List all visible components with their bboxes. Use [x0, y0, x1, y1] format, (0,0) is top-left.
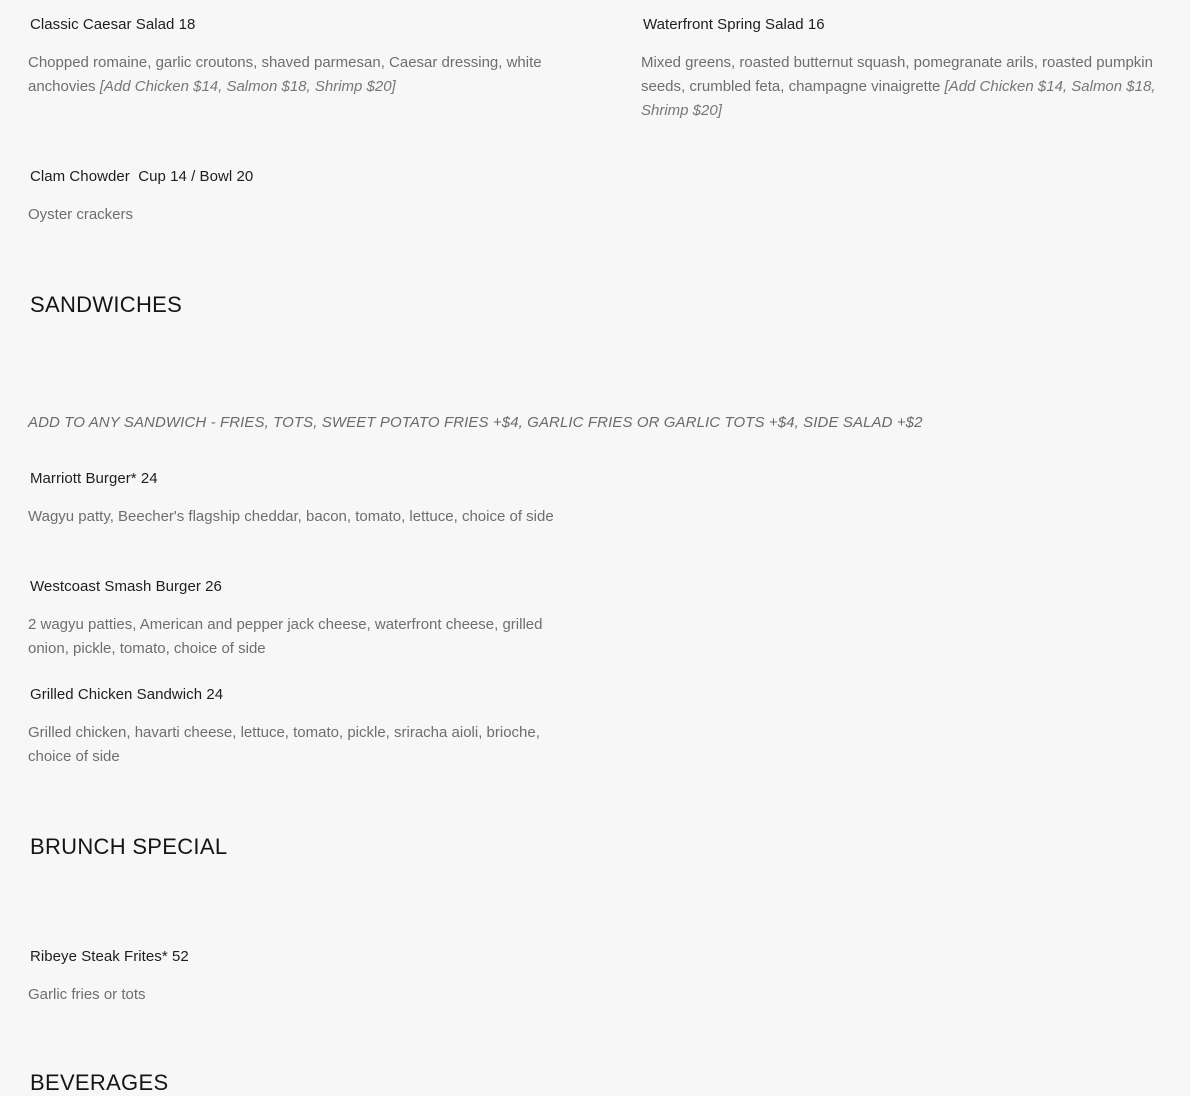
- menu-item-title: Marriott Burger* 24: [30, 470, 158, 487]
- menu-item-title: Westcoast Smash Burger 26: [30, 578, 222, 595]
- section-heading-beverages: BEVERAGES: [30, 1070, 169, 1095]
- menu-item-description: Oyster crackers: [28, 206, 134, 223]
- menu-item-title: Waterfront Spring Salad 16: [643, 16, 825, 33]
- section-heading-brunch-special: BRUNCH SPECIAL: [30, 834, 228, 859]
- menu-item-title: Clam Chowder Cup 14 / Bowl 20: [30, 168, 254, 185]
- menu-item-title: Classic Caesar Salad 18: [30, 16, 196, 33]
- menu-item-description: 2 wagyu patties, American and pepper jack cheese, waterfront cheese, grilled onion, pickle, tomato, choice of side: [28, 616, 543, 657]
- sandwich-add-on-note: ADD TO ANY SANDWICH - FRIES, TOTS, SWEET POTATO FRIES +$4, GARLIC FRIES OR GARLIC TOTS +$4, SIDE SALAD +$2: [28, 414, 923, 431]
- menu-item-description: Wagyu patty, Beecher's flagship cheddar, bacon, tomato, lettuce, choice of side: [28, 508, 554, 525]
- section-heading-sandwiches: SANDWICHES: [30, 292, 183, 317]
- menu-item-title: Ribeye Steak Frites* 52: [30, 948, 189, 965]
- description-text: Mixed greens, roasted butternut squash, pomegranate arils, roasted pumpkin seeds, crumbled feta, champagne vinaigrette: [641, 54, 1153, 95]
- menu-item-description: Grilled chicken, havarti cheese, lettuce, tomato, pickle, sriracha aioli, brioche, choice of side: [28, 724, 540, 765]
- menu-item-description: [641, 51, 1176, 123]
- add-on-note: [Add Chicken $14, Salmon $18, Shrimp $20]: [99, 78, 396, 95]
- menu-item-description: Garlic fries or tots: [28, 986, 146, 1003]
- add-on-note: [Add Chicken $14, Salmon $18, Shrimp $20]: [641, 78, 1156, 119]
- menu-item-title: Grilled Chicken Sandwich 24: [30, 686, 224, 703]
- menu-item-description: [28, 51, 568, 99]
- description-text: Chopped romaine, garlic croutons, shaved parmesan, Caesar dressing, white anchovies: [28, 54, 542, 95]
